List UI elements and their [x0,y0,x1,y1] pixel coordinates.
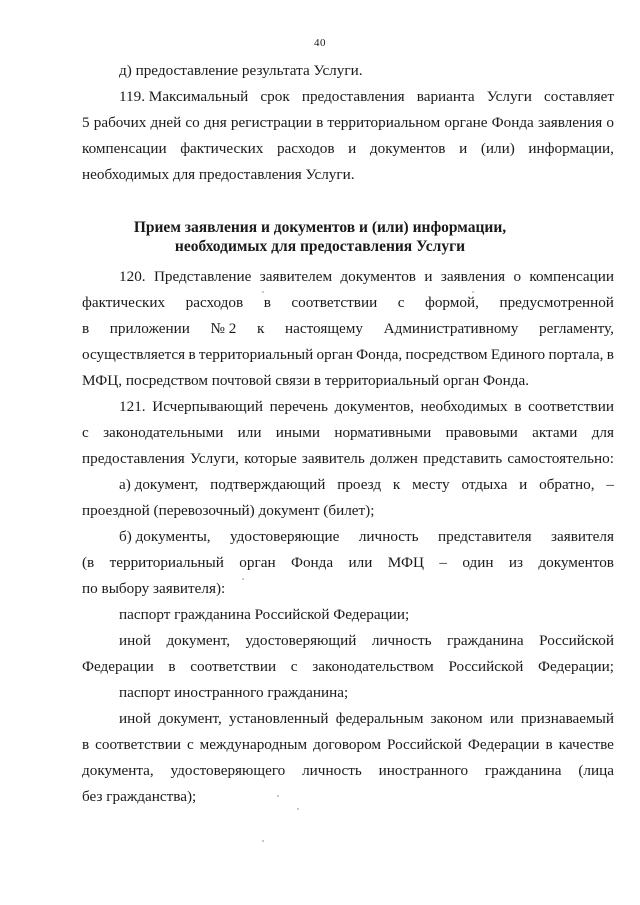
scan-speck [242,578,244,580]
word: орган [239,554,276,571]
word: регистрации [230,114,312,131]
word: документов, [334,398,414,415]
word: соответствии [291,294,378,311]
word: Фонда [290,554,334,571]
word: соответствии [95,736,181,753]
text-line [82,114,614,132]
word: личность [371,632,432,649]
word: Исчерпывающий [152,398,263,415]
word: и [348,140,357,157]
word: заявления [537,114,603,131]
word: Федерации [82,658,154,675]
word: или [348,554,373,571]
word: компенсации [82,140,167,157]
word: иной [119,710,151,727]
word: предоставления [301,88,405,105]
word: в [606,346,614,363]
word: осуществляется [82,346,186,363]
text-line [119,476,614,494]
word: формой, [425,294,479,311]
text-line [82,762,614,780]
word: документов [369,140,446,157]
word: в [82,736,90,753]
text-line: паспорт иностранного гражданина; [119,684,349,701]
word: а) документ, [119,476,199,493]
word: документов [340,268,416,285]
word: (или) [480,140,515,157]
word: заявления [440,268,506,285]
word: орган [316,346,353,363]
word: международным [199,736,308,753]
word: (в [82,554,95,571]
word: территориальном [327,114,441,131]
scan-speck [262,291,264,293]
word: портала, [548,346,604,363]
word: представить [423,450,503,467]
word: рабочих [93,114,147,131]
word: соответствии [190,658,277,675]
word: посредством [405,346,488,363]
word: документов [538,554,614,571]
text-line: проездной (перевозочный) документ (билет); [82,502,375,519]
text-line [82,450,614,468]
word: с [186,736,194,753]
word: Федерации; [538,658,614,675]
word: территориальный [109,554,224,571]
word: документ, [158,710,222,727]
text-line: необходимых для предоставления Услуги. [82,166,355,183]
word: Фонда, [356,346,403,363]
word: которые [244,450,297,467]
word: информации, [528,140,614,157]
word: составляет [544,88,614,105]
word: расходов [276,140,335,157]
word: б) документы, [119,528,211,545]
word: обратно, [539,476,595,493]
text-line: д) предоставление результата Услуги. [119,62,363,79]
word: признаваемый [520,710,614,727]
word: настоящему [285,320,363,337]
word: 120. [119,268,146,285]
word: личность [302,762,362,779]
word: самостоятельно: [507,450,614,467]
word: в [168,658,176,675]
word: один [462,554,494,571]
word: и [424,268,433,285]
word: заявителя [550,528,614,545]
word: Российской [448,658,524,675]
word: дней [150,114,182,131]
text-line [82,554,614,572]
word: в [82,320,90,337]
word: с [397,294,405,311]
word: качестве [558,736,614,753]
word: удостоверяющий [245,632,357,649]
text-line: МФЦ, посредством почтовой связи в территориальный орган Фонда. [82,372,530,389]
word: удостоверяющие [230,528,340,545]
word: соответствии [528,398,614,415]
word: и [519,476,528,493]
word: удостоверяющего [170,762,286,779]
word: к [257,320,265,337]
word: к [392,476,401,493]
text-line [82,658,614,676]
text-line [119,398,614,416]
scan-speck [472,291,474,293]
scan-speck [297,808,299,810]
text-line [82,736,614,754]
section-heading-line-1: Прием заявления и документов и (или) информации, [133,219,507,236]
word: законодательством [312,658,434,675]
text-line [82,424,614,442]
word: документ, [166,632,231,649]
word: о [513,268,522,285]
word: нормативными [334,424,432,441]
text-line [82,294,614,312]
word: со [185,114,200,131]
word: в [514,398,522,415]
word: расходов [185,294,244,311]
word: иной [119,632,151,649]
word: или [489,710,514,727]
word: фактических [180,140,264,157]
text-line [82,320,614,338]
word: МФЦ [387,554,425,571]
word: Российской [539,632,614,649]
text-line [119,88,614,106]
word: документа, [82,762,154,779]
word: гражданина [484,762,562,779]
word: из [508,554,524,571]
word: договором [313,736,382,753]
word: личность [358,528,419,545]
word: Административному [383,320,519,337]
word: дня [203,114,227,131]
word: и [459,140,468,157]
text-line [119,268,614,286]
section-heading-line-2: необходимых для предоставления Услуги [174,238,466,255]
scan-speck [277,795,279,797]
word: представителя [438,528,532,545]
word: Фонда [491,114,534,131]
text-line [119,528,614,546]
word: с [82,424,89,441]
word: заявителем [259,268,333,285]
word: – [606,476,614,493]
text-line [119,632,614,650]
word: 5 [82,114,90,131]
word: предоставления [82,450,185,467]
word: в [545,736,553,753]
word: должен [370,450,418,467]
word: подтверждающий [210,476,326,493]
word: перечень [269,398,328,415]
word: для [591,424,614,441]
word: федеральным [335,710,424,727]
word: регламенту, [539,320,614,337]
text-line: без гражданства); [82,788,197,805]
word: правовыми [445,424,518,441]
word: месту [412,476,450,493]
word: о [606,114,614,131]
word: Единого [490,346,546,363]
word: в [316,114,324,131]
word: в [188,346,196,363]
word: Услуги, [189,450,239,467]
word: предусмотренной [499,294,614,311]
word: гражданина [447,632,524,649]
word: отдыха [461,476,508,493]
word: срок [260,88,290,105]
text-line [82,140,614,158]
word: актами [532,424,578,441]
word: с [290,658,298,675]
word: законом [430,710,483,727]
word: Федерации [467,736,540,753]
word: необходимых [420,398,508,415]
word: проезд [337,476,382,493]
word: 121. [119,398,146,415]
word: варианта [416,88,475,105]
page-number: 40 [314,37,326,49]
word: (лица [578,762,614,779]
word: Представление [153,268,252,285]
word: органе [444,114,488,131]
word: в [263,294,271,311]
word: приложении [109,320,190,337]
text-line: по выбору заявителя): [82,580,226,597]
word: Российской [387,736,462,753]
word: иными [275,424,320,441]
text-line [119,710,614,728]
word: № 2 [210,320,237,337]
text-line: паспорт гражданина Российской Федерации; [119,606,410,623]
text-line [82,346,614,364]
word: территориальный [198,346,314,363]
word: или [237,424,262,441]
word: иностранного [378,762,469,779]
word: законодательными [103,424,224,441]
word: фактических [82,294,166,311]
scan-speck [262,840,264,842]
word: 119. Максимальный [119,88,249,105]
word: Услуги [486,88,532,105]
word: установленный [229,710,329,727]
word: компенсации [529,268,614,285]
word: – [439,554,447,571]
word: заявитель [301,450,365,467]
